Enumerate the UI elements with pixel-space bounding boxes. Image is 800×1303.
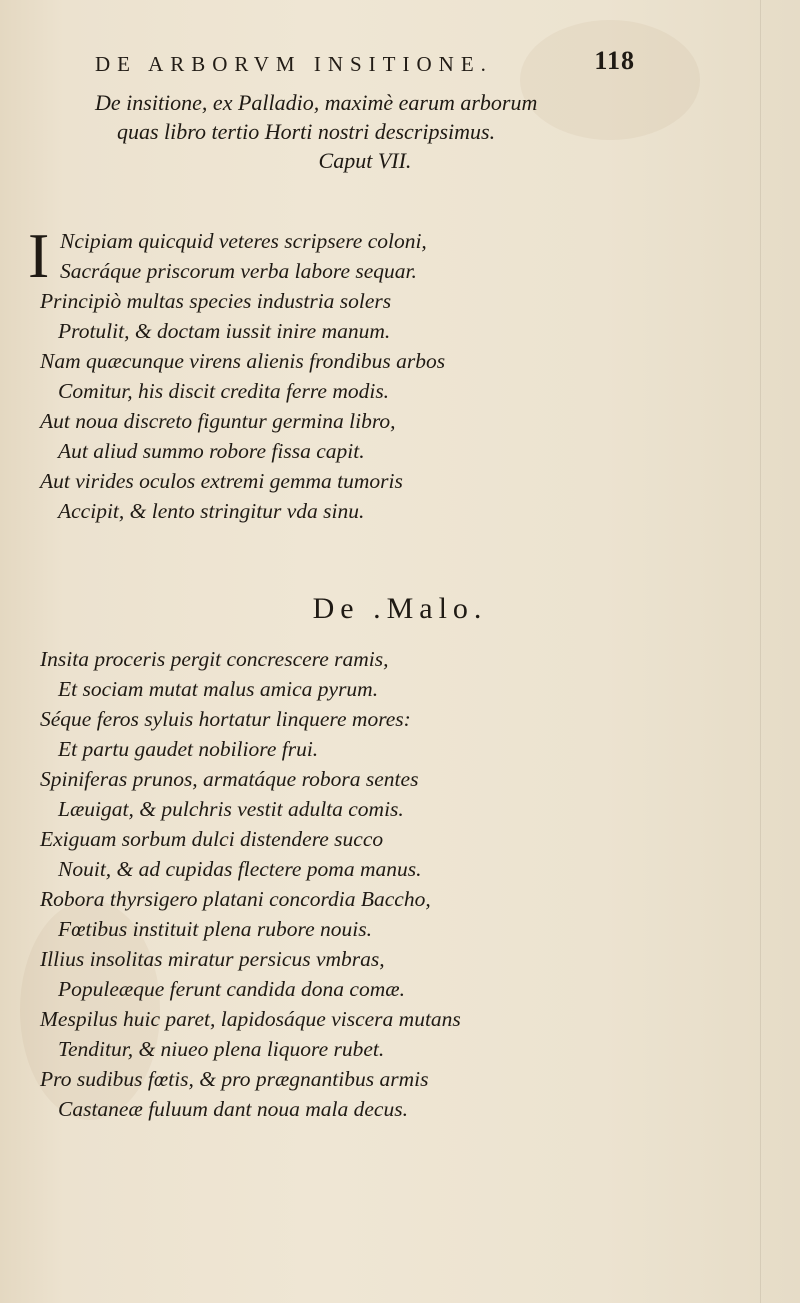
verse-line: Spiniferas prunos, armatáque robora sentes: [40, 767, 419, 791]
verse-line: Populeæque ferunt candida dona comæ.: [58, 977, 405, 1001]
section-heading: De .Malo.: [312, 592, 488, 625]
verse-line: Aut noua discreto figuntur germina libro,: [40, 409, 396, 433]
opening-verse: [40, 226, 660, 526]
verse-line: Aut aliud summo robore fissa capit.: [58, 439, 365, 463]
verse-line: Ncipiam quicquid veteres scripsere coloni,: [60, 229, 427, 253]
verse-line: Tenditur, & niueo plena liquore rubet.: [58, 1037, 385, 1061]
running-head: DE ARBORVM INSITIONE.: [95, 52, 493, 76]
chapter-number: Caput VII.: [318, 148, 412, 173]
verse-line: Nam quæcunque virens alienis frondibus arbos: [40, 349, 446, 373]
verse-line: Fœtibus instituit plena rubore nouis.: [58, 917, 372, 941]
drop-cap: I: [28, 220, 50, 291]
chapter-heading: [95, 88, 635, 175]
verse-line: Accipit, & lento stringitur vda sinu.: [58, 499, 365, 523]
verse-line: Principiò multas species industria solers: [40, 289, 392, 313]
chapter-title-line: quas libro tertio Horti nostri descripsimus.: [117, 119, 496, 144]
page-number: 118: [594, 46, 635, 75]
paper-crease: [760, 0, 761, 1303]
verse-line: Pro sudibus fœtis, & pro prægnantibus armis: [40, 1067, 429, 1091]
chapter-title-line: De insitione, ex Palladio, maximè earum arborum: [95, 90, 538, 115]
verse-line: Comitur, his discit credita ferre modis.: [58, 379, 390, 403]
verse-line: Robora thyrsigero platani concordia Baccho,: [40, 887, 431, 911]
verse-line: Læuigat, & pulchris vestit adulta comis.: [58, 797, 404, 821]
verse-line: Et sociam mutat malus amica pyrum.: [58, 677, 379, 701]
verse-line: Protulit, & doctam iussit inire manum.: [58, 319, 391, 343]
verse-line: Nouit, & ad cupidas flectere poma manus.: [58, 857, 422, 881]
verse-line: Castaneæ fuluum dant noua mala decus.: [58, 1097, 408, 1121]
verse-line: Séque feros syluis hortatur linquere mores:: [40, 707, 411, 731]
verse-line: Illius insolitas miratur persicus vmbras,: [40, 947, 385, 971]
malo-verse: [40, 644, 660, 1124]
page-header: [95, 44, 635, 84]
verse-line: Insita proceris pergit concrescere ramis,: [40, 647, 389, 671]
verse-line: Sacráque priscorum verba labore sequar.: [60, 259, 417, 283]
verse-line: Aut virides oculos extremi gemma tumoris: [40, 469, 403, 493]
verse-line: Exiguam sorbum dulci distendere succo: [40, 827, 384, 851]
verse-line: Et partu gaudet nobiliore frui.: [58, 737, 319, 761]
verse-line: Mespilus huic paret, lapidosáque viscera mutans: [40, 1007, 461, 1031]
